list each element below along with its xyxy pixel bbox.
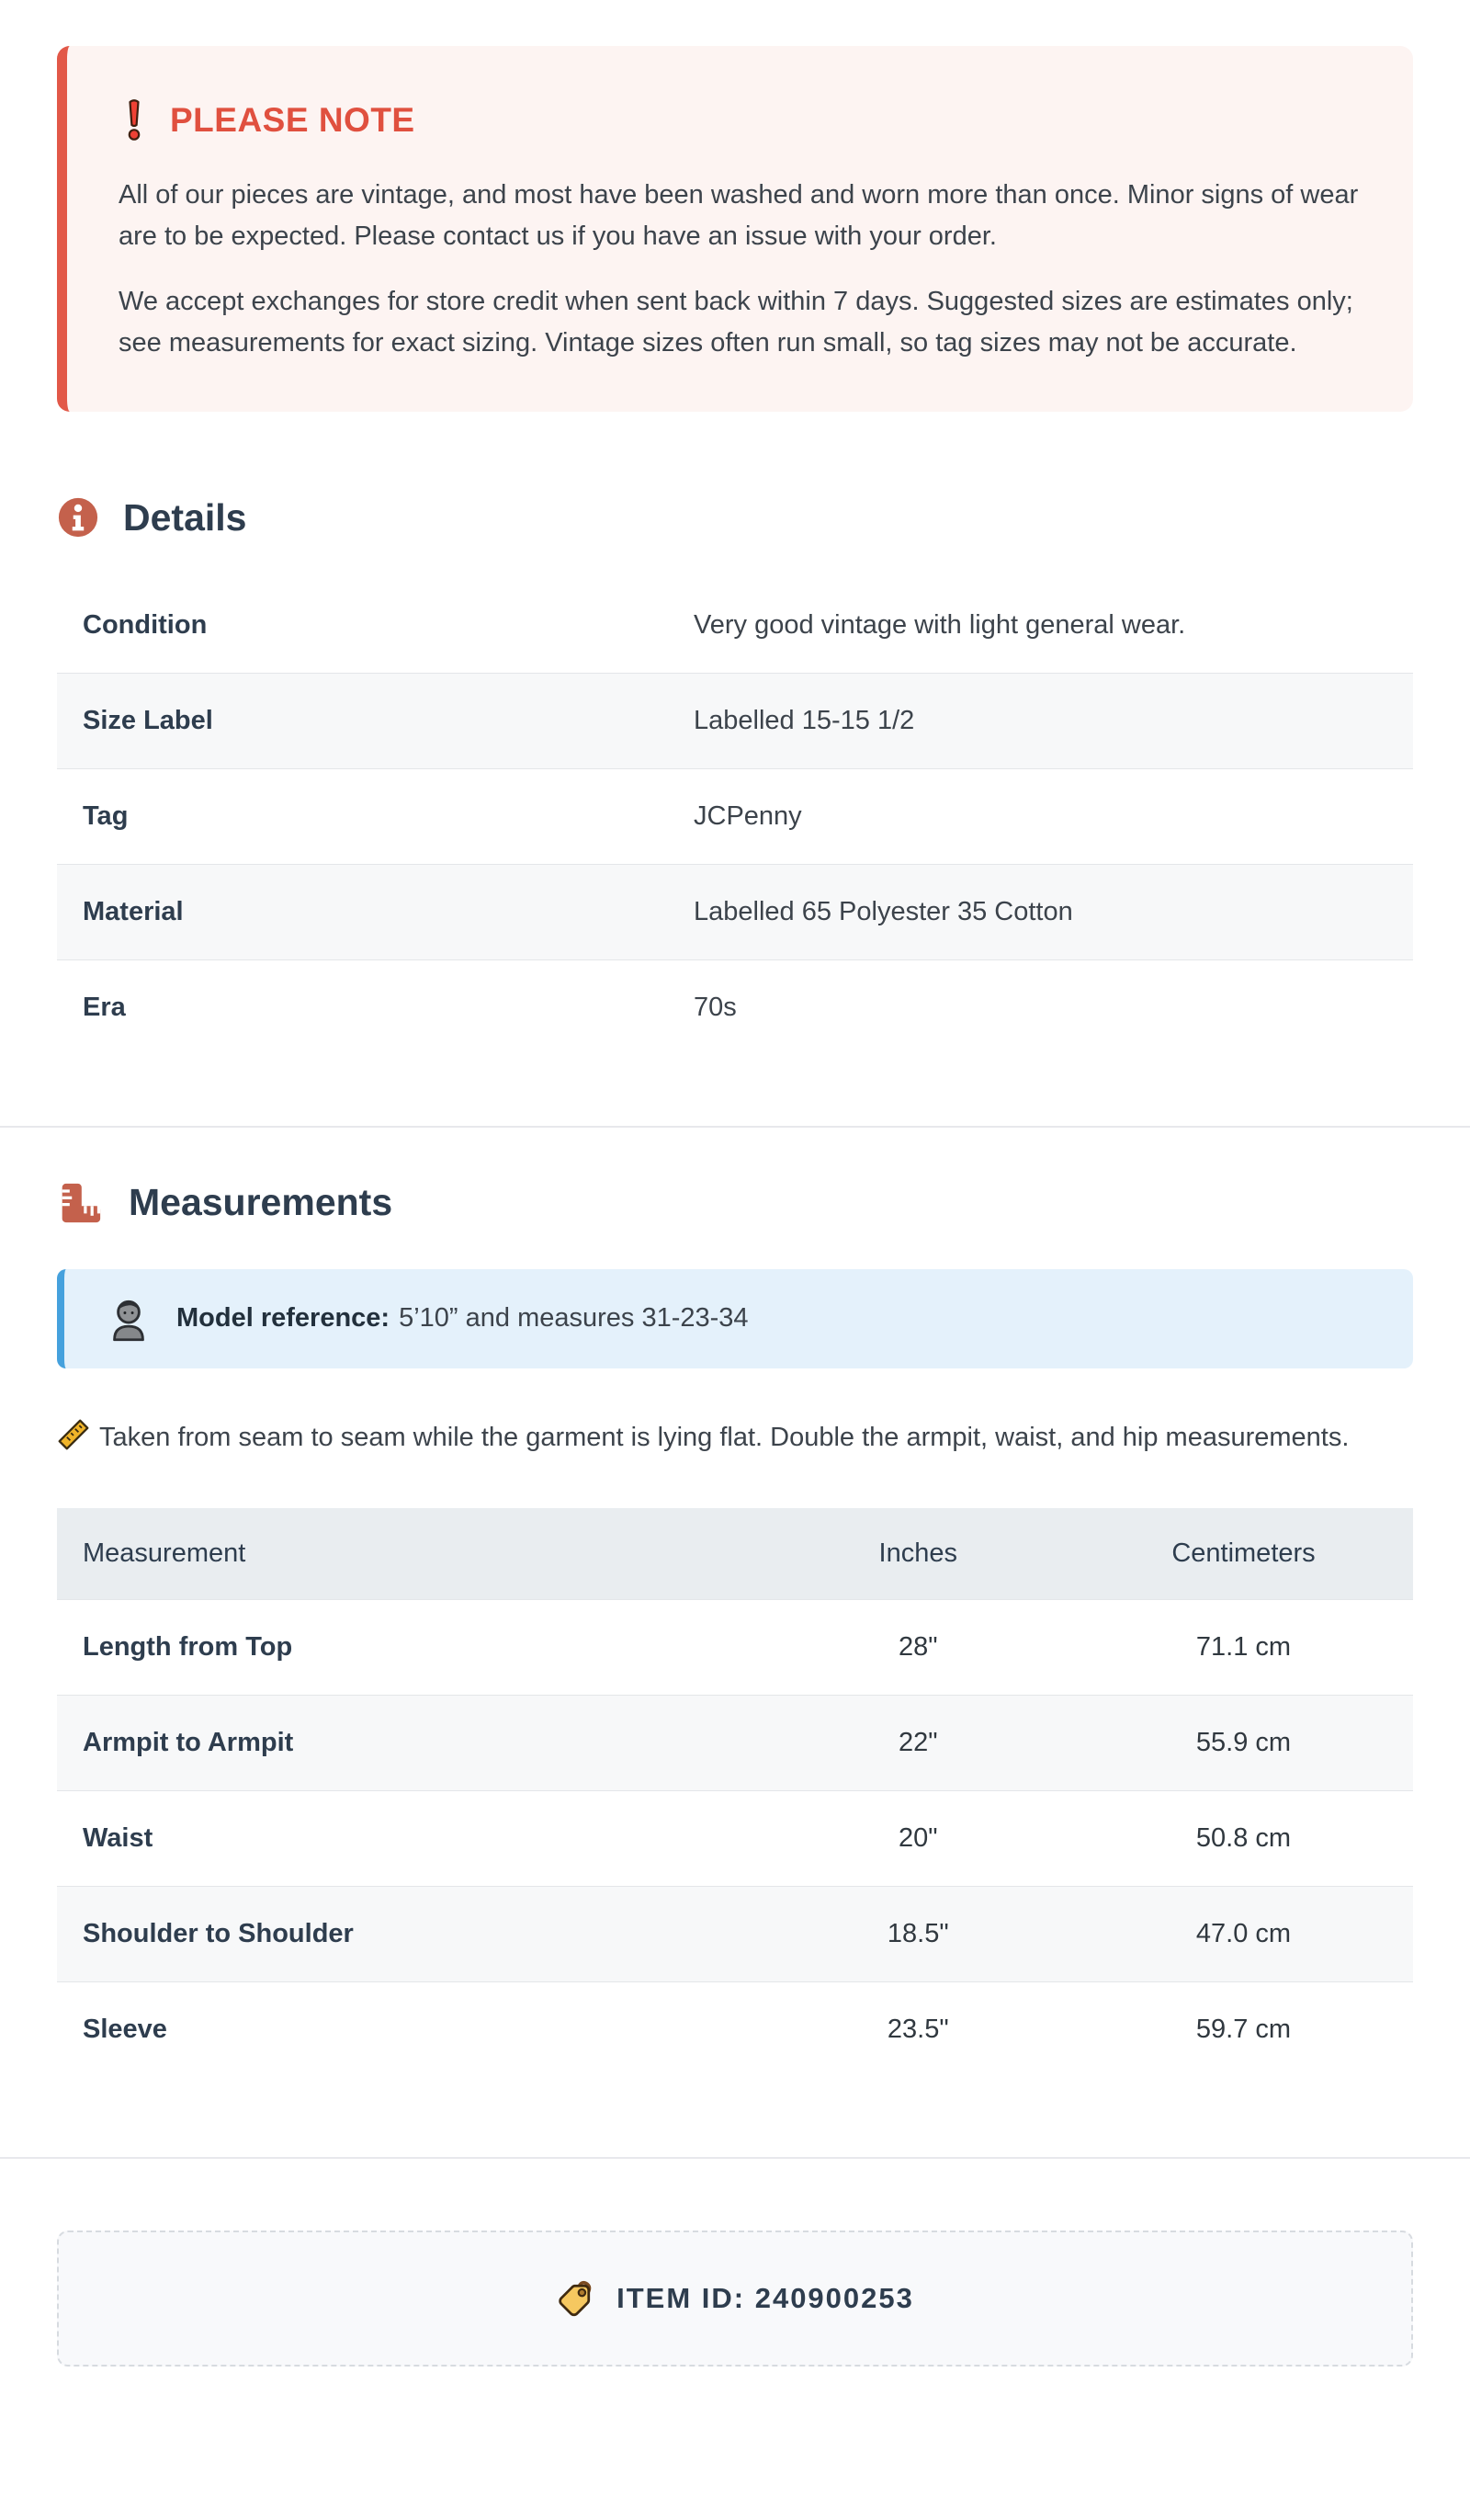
- measurement-name: Sleeve: [57, 1982, 763, 2078]
- col-header-centimeters: Centimeters: [1074, 1508, 1413, 1600]
- measurements-header-row: [57, 1508, 1413, 1600]
- measurement-cm: 55.9 cm: [1074, 1696, 1413, 1791]
- measurement-inches: 23.5": [763, 1982, 1074, 2078]
- detail-value: Labelled 65 Polyester 35 Cotton: [694, 896, 1073, 926]
- detail-label: Condition: [83, 610, 208, 641]
- measurement-cm: 71.1 cm: [1074, 1600, 1413, 1696]
- tag-icon: [556, 2278, 596, 2319]
- ruler-diagonal-icon: [57, 1418, 90, 1466]
- model-reference-value: 5’10” and measures 31-23-34: [399, 1303, 749, 1334]
- measurement-inches: 20": [763, 1791, 1074, 1887]
- table-row-length: [57, 1600, 1413, 1696]
- details-row-tag: [57, 769, 1413, 865]
- exclamation-icon: [119, 99, 150, 142]
- model-reference-callout: [57, 1269, 1413, 1368]
- details-row-condition: [57, 578, 1413, 674]
- ruler-corner-icon: [57, 1179, 105, 1227]
- measuring-method-text: Taken from seam to seam while the garment is lying flat. Double the armpit, waist, and hip measurements.: [99, 1422, 1350, 1452]
- details-heading: [57, 496, 1413, 539]
- note-paragraph-2: We accept exchanges for store credit when sent back within 7 days. Suggested sizes are estimates only; see measurements for exact sizing. Vintage sizes often run small, so tag sizes may not be accurate.: [119, 286, 1353, 358]
- please-note-box: [57, 46, 1413, 412]
- measurement-cm: 59.7 cm: [1074, 1982, 1413, 2078]
- detail-label: Tag: [83, 800, 129, 831]
- person-bust-icon: [105, 1295, 153, 1343]
- table-row-shoulder: [57, 1887, 1413, 1982]
- measurement-cm: 50.8 cm: [1074, 1791, 1413, 1887]
- detail-value: JCPenny: [694, 800, 802, 831]
- measurement-inches: 18.5": [763, 1887, 1074, 1982]
- measurements-title: Measurements: [129, 1181, 393, 1224]
- section-divider: [0, 1126, 1470, 1128]
- model-reference-label: Model reference:: [176, 1303, 390, 1334]
- measurement-cm: 47.0 cm: [1074, 1887, 1413, 1982]
- measurement-inches: 22": [763, 1696, 1074, 1791]
- detail-value: Labelled 15-15 1/2: [694, 705, 915, 735]
- details-row-era: [57, 960, 1413, 1056]
- measurement-name: Length from Top: [57, 1600, 763, 1696]
- section-divider: [0, 2157, 1470, 2159]
- measuring-method-note: [57, 1416, 1362, 1466]
- details-row-material: [57, 865, 1413, 960]
- model-reference-text: [176, 1303, 749, 1334]
- measurement-name: Armpit to Armpit: [57, 1696, 763, 1791]
- note-paragraph-1: All of our pieces are vintage, and most have been washed and worn more than once. Minor signs of wear are to be expected. Please contact us if you have an issue with your order.: [119, 180, 1359, 251]
- item-id-box: [57, 2231, 1413, 2367]
- table-row-sleeve: [57, 1982, 1413, 2078]
- table-row-armpit: [57, 1696, 1413, 1791]
- detail-value: 70s: [694, 993, 737, 1023]
- details-title: Details: [123, 495, 247, 539]
- measurements-section: [0, 1179, 1470, 2078]
- details-section: [0, 496, 1470, 1056]
- measurements-heading: [57, 1179, 1413, 1227]
- info-icon: [57, 496, 99, 539]
- details-row-size-label: [57, 674, 1413, 769]
- item-id-text: ITEM ID: 240900253: [616, 2281, 914, 2314]
- table-row-waist: [57, 1791, 1413, 1887]
- detail-label: Material: [83, 896, 184, 926]
- please-note-heading: [119, 99, 1362, 142]
- measurement-inches: 28": [763, 1600, 1074, 1696]
- detail-value: Very good vintage with light general wear.: [694, 610, 1186, 641]
- detail-label: Era: [83, 993, 126, 1023]
- detail-label: Size Label: [83, 705, 213, 735]
- details-table: [57, 578, 1413, 1056]
- measurement-name: Shoulder to Shoulder: [57, 1887, 763, 1982]
- measurements-table: [57, 1508, 1413, 2078]
- measurement-name: Waist: [57, 1791, 763, 1887]
- col-header-inches: Inches: [763, 1508, 1074, 1600]
- note-title: PLEASE NOTE: [170, 101, 415, 139]
- col-header-measurement: Measurement: [57, 1508, 763, 1600]
